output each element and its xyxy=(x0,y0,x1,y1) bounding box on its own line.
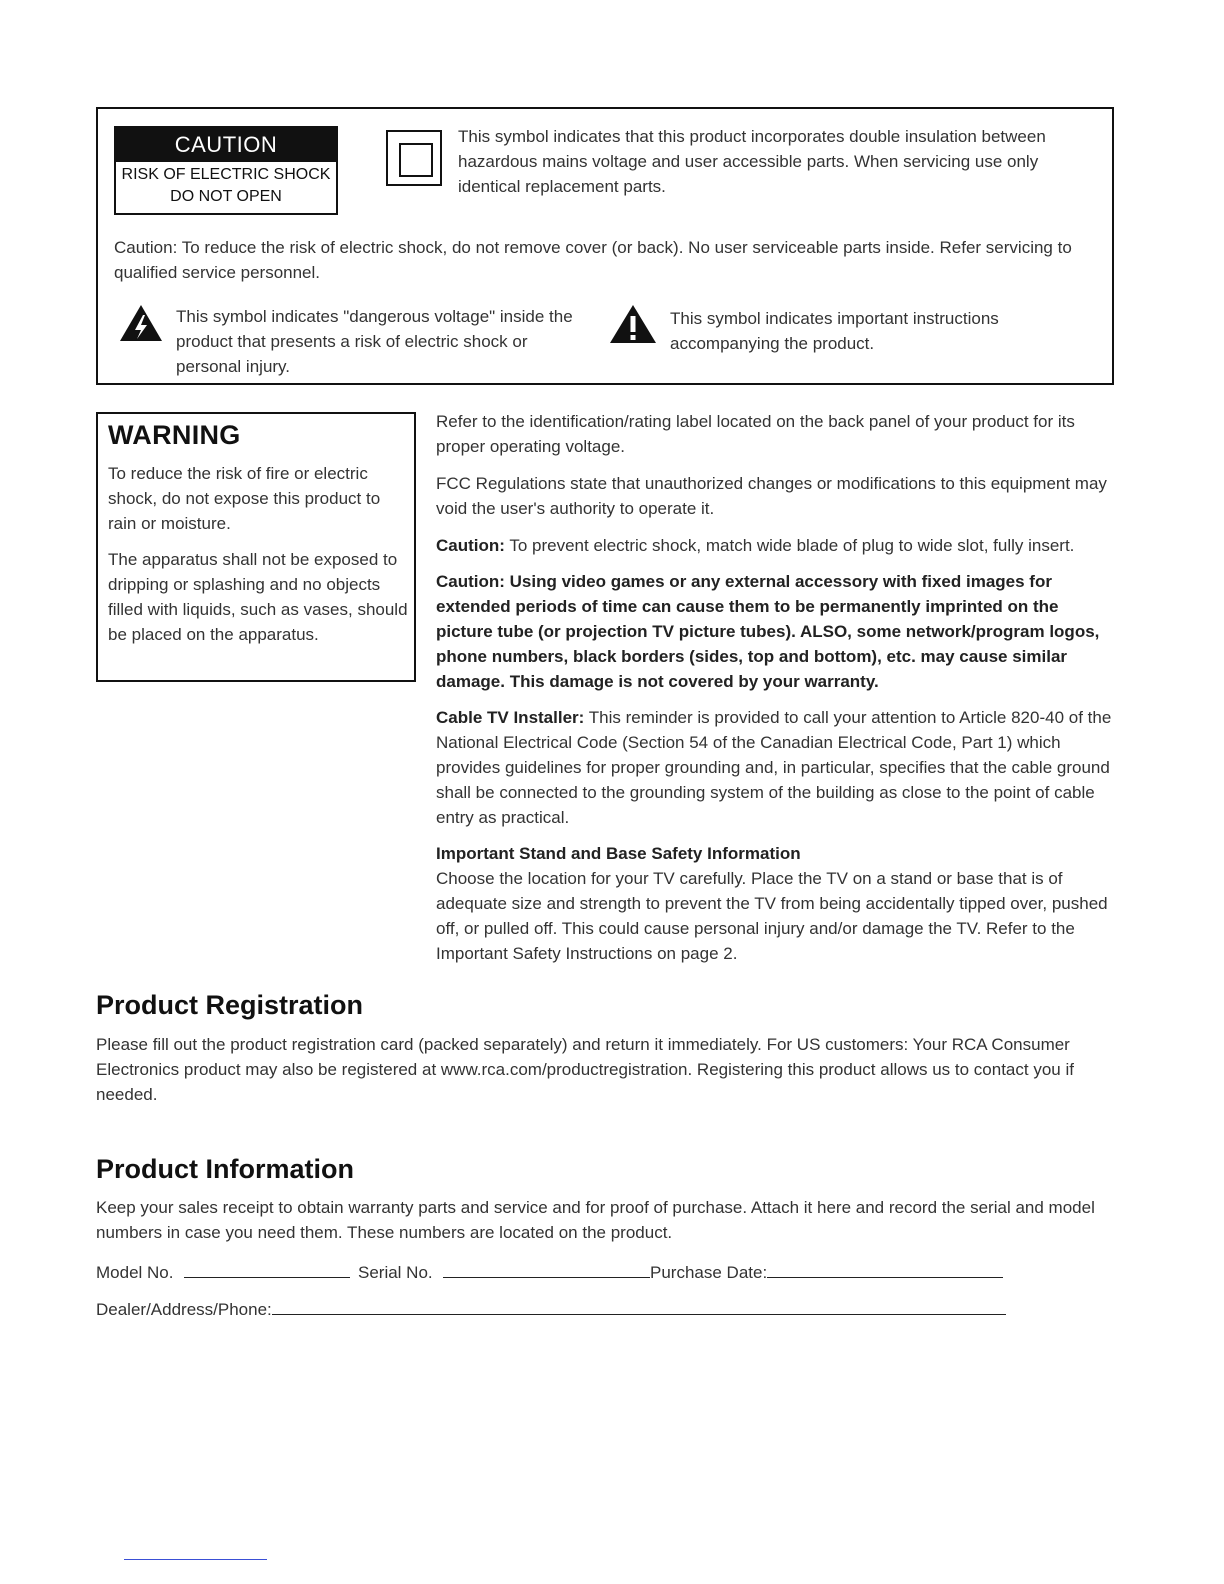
caution-label-head: CAUTION xyxy=(116,128,336,162)
dealer-input-line[interactable] xyxy=(272,1296,1006,1315)
bottom-rule xyxy=(124,1559,267,1560)
model-field[interactable] xyxy=(96,1259,350,1283)
serial-label: Serial No. xyxy=(358,1263,433,1282)
lightning-warning-icon xyxy=(118,303,164,343)
information-text: Keep your sales receipt to obtain warranty parts and service and for proof of purchase. Attach it here and record the serial and model numbers in case you need them. These numbers are located on the product. xyxy=(96,1198,1095,1242)
double-insulation-icon xyxy=(386,130,442,186)
cable-installer-label: Cable TV Installer: xyxy=(436,708,585,727)
warning-paragraph-1: To reduce the risk of fire or electric shock, do not expose this product to rain or moisture. xyxy=(108,464,381,533)
purchase-date-field[interactable] xyxy=(650,1259,1003,1283)
purchase-date-input-line[interactable] xyxy=(767,1259,1003,1278)
exclamation-warning-icon xyxy=(608,303,658,345)
information-heading: Product Information xyxy=(96,1154,354,1184)
stand-safety-heading: Important Stand and Base Safety Information xyxy=(436,844,801,863)
dealer-label: Dealer/Address/Phone: xyxy=(96,1300,272,1319)
warning-panel xyxy=(96,412,416,682)
serial-input-line[interactable] xyxy=(443,1259,650,1278)
rating-label-paragraph: Refer to the identification/rating label located on the back panel of your product for its proper operating voltage. xyxy=(436,412,1075,456)
registration-heading: Product Registration xyxy=(96,990,364,1020)
model-label: Model No. xyxy=(96,1263,174,1282)
cable-installer-text: This reminder is provided to call your attention to Article 820-40 of the National Electrical Code (Section 54 of the Canadian Electrical Code, Part 1) which provides guidelines for proper grounding and, in particular, specifies that the cable ground shall be connected to the grounding system of the building as close to the point of cable entry as practical. xyxy=(436,708,1112,827)
dealer-field[interactable] xyxy=(96,1296,1006,1320)
caution-label-line1: RISK OF ELECTRIC SHOCK xyxy=(121,166,331,183)
stand-safety-text: Choose the location for your TV carefully. Place the TV on a stand or base that is of adequate size and strength to prevent the TV from being accidentally tipped over, pushed off, or pulled off. This could cause personal injury and/or damage the TV. Refer to the Important Safety Instructions on page 2. xyxy=(436,869,1108,963)
video-games-caution: Caution: Using video games or any external accessory with fixed images for extended periods of time can cause them to be permanently imprinted on the picture tube (or projection TV picture tubes). ALSO, some network/program logos, phone numbers, black borders (sides, top and bottom), etc. may cause similar damage. This damage is not covered by your warranty. xyxy=(436,572,1100,691)
model-input-line[interactable] xyxy=(184,1259,350,1278)
double-insulation-text: This symbol indicates that this product incorporates double insulation between hazardous mains voltage and user accessible parts. When servicing use only identical replacement parts. xyxy=(458,127,1046,196)
caution-label xyxy=(114,126,338,215)
caution-text: Caution: To reduce the risk of electric shock, do not remove cover (or back). No user serviceable parts inside. Refer servicing to qualified service personnel. xyxy=(114,238,1072,282)
plug-caution-text: To prevent electric shock, match wide blade of plug to wide slot, fully insert. xyxy=(504,536,1075,555)
warning-title: WARNING xyxy=(108,420,241,450)
fcc-paragraph: FCC Regulations state that unauthorized changes or modifications to this equipment may void the user's authority to operate it. xyxy=(436,474,1107,518)
voltage-symbol-text: This symbol indicates "dangerous voltage" inside the product that presents a risk of electric shock or personal injury. xyxy=(176,307,573,376)
plug-caution-label: Caution: xyxy=(436,536,505,555)
serial-field[interactable] xyxy=(358,1259,650,1283)
instructions-symbol-text: This symbol indicates important instructions accompanying the product. xyxy=(670,309,999,353)
cable-installer-paragraph xyxy=(436,705,1116,830)
plug-caution-paragraph xyxy=(436,533,1126,558)
warning-paragraph-2: The apparatus shall not be exposed to dripping or splashing and no objects filled with liquids, such as vases, should be placed on the apparatus. xyxy=(108,550,408,644)
caution-panel xyxy=(96,107,1114,385)
registration-text: Please fill out the product registration card (packed separately) and return it immediately. For US customers: Your RCA Consumer Electronics product may also be registered at www.rca.com/productregistration. Registering this product allows us to contact you if needed. xyxy=(96,1035,1074,1104)
caution-label-line2: DO NOT OPEN xyxy=(170,188,282,205)
purchase-date-label: Purchase Date: xyxy=(650,1263,768,1282)
